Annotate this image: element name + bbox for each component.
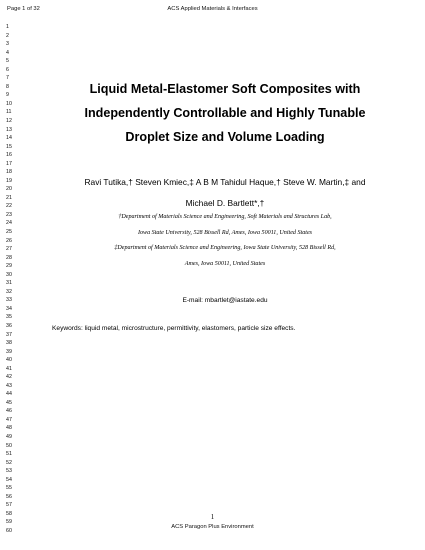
line-number: 9 xyxy=(6,92,9,99)
footer-environment: ACS Paragon Plus Environment xyxy=(171,524,254,530)
line-number: 2 xyxy=(6,32,9,39)
line-number: 58 xyxy=(6,510,12,517)
paper-title xyxy=(40,77,410,149)
line-number: 5 xyxy=(6,58,9,65)
line-number: 13 xyxy=(6,126,12,133)
journal-name: ACS Applied Materials & Interfaces xyxy=(167,6,258,12)
line-number: 4 xyxy=(6,49,9,56)
line-number: 19 xyxy=(6,177,12,184)
line-number: 51 xyxy=(6,451,12,458)
line-number: 27 xyxy=(6,246,12,253)
line-number: 42 xyxy=(6,374,12,381)
line-number: 29 xyxy=(6,263,12,270)
corresponding-email: E-mail: mbartlet@iastate.edu xyxy=(182,297,268,304)
line-number: 1 xyxy=(6,24,9,30)
line-number: 34 xyxy=(6,305,12,312)
line-number: 60 xyxy=(6,528,12,534)
line-number: 20 xyxy=(6,186,12,193)
line-number: 40 xyxy=(6,357,12,364)
line-number: 45 xyxy=(6,399,12,406)
line-number: 49 xyxy=(6,434,12,441)
line-number: 7 xyxy=(6,75,9,82)
line-number: 54 xyxy=(6,476,12,483)
line-number: 23 xyxy=(6,211,12,218)
line-number: 46 xyxy=(6,408,12,415)
line-number: 21 xyxy=(6,194,12,201)
line-number: 37 xyxy=(6,331,12,338)
line-number: 33 xyxy=(6,297,12,304)
line-number: 17 xyxy=(6,160,12,167)
line-number: 12 xyxy=(6,117,12,124)
title-line: Liquid Metal-Elastomer Soft Composites with xyxy=(89,82,361,96)
line-number: 44 xyxy=(6,391,12,398)
line-number: 28 xyxy=(6,254,12,261)
line-number: 35 xyxy=(6,314,12,321)
line-number: 14 xyxy=(6,135,12,142)
line-number: 11 xyxy=(6,109,12,116)
line-number: 52 xyxy=(6,459,12,466)
line-number: 59 xyxy=(6,519,12,526)
line-number: 36 xyxy=(6,322,12,329)
line-number: 18 xyxy=(6,169,12,176)
affiliations xyxy=(40,210,410,272)
line-number: 30 xyxy=(6,271,12,278)
line-number: 31 xyxy=(6,280,12,287)
line-number: 8 xyxy=(6,83,9,90)
line-number: 32 xyxy=(6,288,12,295)
line-number: 53 xyxy=(6,468,12,475)
line-number: 16 xyxy=(6,152,12,159)
line-number: 6 xyxy=(6,66,9,73)
line-number: 39 xyxy=(6,348,12,355)
line-number: 22 xyxy=(6,203,12,210)
line-number: 41 xyxy=(6,365,12,372)
line-number: 25 xyxy=(6,229,12,236)
affiliation-line: ‡Department of Materials Science and Engineering, Iowa State University, 528 Bissell Rd, xyxy=(114,245,336,251)
author-line: Michael D. Bartlett*,† xyxy=(185,198,265,208)
author-line: Ravi Tutika,† Steven Kmiec,‡ A B M Tahidul Haque,† Steve W. Martin,‡ and xyxy=(84,177,366,187)
keywords: Keywords: liquid metal, microstructure, permittivity, elastomers, particle size effects. xyxy=(52,325,296,332)
affiliation-line: Iowa State University, 528 Bissell Rd, Ames, Iowa 50011, United States xyxy=(137,229,313,236)
line-number: 10 xyxy=(6,100,12,107)
page-indicator: Page 1 of 32 xyxy=(7,6,40,12)
line-number: 26 xyxy=(6,237,12,244)
affiliation-line: †Department of Materials Science and Engineering, Soft Materials and Structures Lab, xyxy=(118,214,332,220)
line-number: 3 xyxy=(6,41,9,48)
line-number: 24 xyxy=(6,220,12,227)
line-number: 56 xyxy=(6,493,12,500)
author-list xyxy=(40,172,410,214)
line-number: 57 xyxy=(6,502,12,509)
title-line: Independently Controllable and Highly Tunable xyxy=(84,106,366,120)
line-number: 38 xyxy=(6,340,12,347)
line-number: 47 xyxy=(6,416,12,423)
line-number: 43 xyxy=(6,382,12,389)
line-number: 15 xyxy=(6,143,12,150)
line-number: 50 xyxy=(6,442,12,449)
affiliation-line: Ames, Iowa 50011, United States xyxy=(184,260,266,267)
line-number: 48 xyxy=(6,425,12,432)
title-line: Droplet Size and Volume Loading xyxy=(125,130,325,144)
page-number: 1 xyxy=(210,513,215,521)
line-number: 55 xyxy=(6,485,12,492)
